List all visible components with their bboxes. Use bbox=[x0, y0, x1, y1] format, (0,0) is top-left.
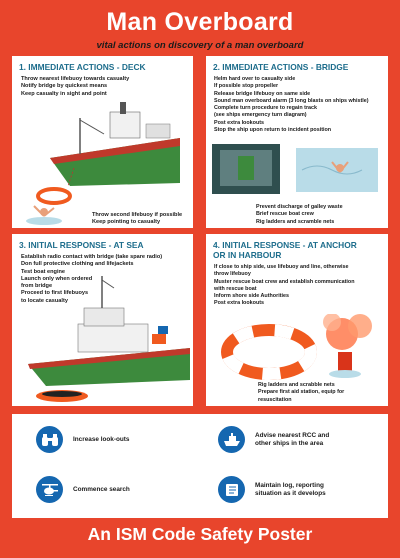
panel-instructions: Throw nearest lifebuoy towards casualty Notify bridge by quickest means Keep casualty in sight and point bbox=[21, 76, 130, 97]
panel-instructions: If close to ship side, use lifebuoy and line, otherwise throw lifebuoy Muster rescue boat crew and establish communication with rescue boat Inform shore side Authorities Post extra lookouts bbox=[214, 264, 355, 307]
action-commence-search bbox=[36, 476, 178, 503]
panel-title: 4. INITIAL RESPONSE - AT ANCHOR OR IN HARBOUR bbox=[213, 240, 357, 260]
action-label: Advise nearest RCC and other ships in the area bbox=[255, 431, 330, 447]
action-label: Increase look-outs bbox=[73, 435, 130, 443]
panel-instructions: Establish radio contact with bridge (take spare radio) Don full protective clothing and lifejackets Test boat engine Launch only when ordered from bridge Proceed to first lifebuoys to locate casualty bbox=[21, 254, 163, 304]
poster-footer: An ISM Code Safety Poster bbox=[87, 524, 313, 544]
panel-title: 1. IMMEDIATE ACTIONS - DECK bbox=[19, 62, 146, 72]
ship-icon bbox=[218, 426, 245, 453]
panel-immediate-actions-deck bbox=[12, 56, 193, 228]
casualty-in-water-icon bbox=[24, 204, 64, 226]
action-advise-rcc bbox=[218, 426, 360, 453]
panel-caption: Rig ladders and scrabble nets Prepare first aid station, equip for resuscitation bbox=[258, 382, 345, 403]
ship-bow-illustration bbox=[40, 98, 190, 193]
panel-initial-response-at-anchor bbox=[206, 234, 388, 406]
action-label: Maintain log, reporting situation as it develops bbox=[255, 481, 326, 497]
panel-caption: Throw second lifebuoy if possible Keep pointing to casualty bbox=[92, 212, 183, 226]
action-label: Commence search bbox=[73, 485, 130, 493]
poster-subtitle: vital actions on discovery of a man overboard bbox=[96, 40, 304, 51]
lifebuoy-and-smoke-flare-illustration bbox=[214, 314, 384, 382]
panel-immediate-actions-bridge bbox=[206, 56, 388, 228]
binoculars-icon bbox=[36, 426, 63, 453]
panel-instructions: Helm hard over to casualty side If possible stop propeller Release bridge lifebuoy on same side Sound man overboard alarm (3 long blasts on ships whistle) Complete turn procedure to regain track (see ships emergency turn diagram) Post extra lookouts Stop the ship upon return to incident position bbox=[214, 76, 369, 134]
poster-title: Man Overboard bbox=[106, 8, 294, 36]
bridge-view-illustration bbox=[212, 144, 382, 196]
logbook-icon bbox=[218, 476, 245, 503]
panel-title: 3. INITIAL RESPONSE - AT SEA bbox=[19, 240, 144, 250]
action-increase-lookouts bbox=[36, 426, 178, 453]
general-actions-section bbox=[12, 414, 388, 518]
panel-initial-response-at-sea bbox=[12, 234, 193, 406]
panel-caption: Prevent discharge of galley waste Brief rescue boat crew Rig ladders and scramble nets bbox=[256, 204, 343, 225]
panel-title: 2. IMMEDIATE ACTIONS - BRIDGE bbox=[213, 62, 349, 72]
action-maintain-log bbox=[218, 476, 360, 503]
ship-with-rescue-boat-illustration bbox=[18, 268, 193, 406]
helicopter-icon bbox=[36, 476, 63, 503]
